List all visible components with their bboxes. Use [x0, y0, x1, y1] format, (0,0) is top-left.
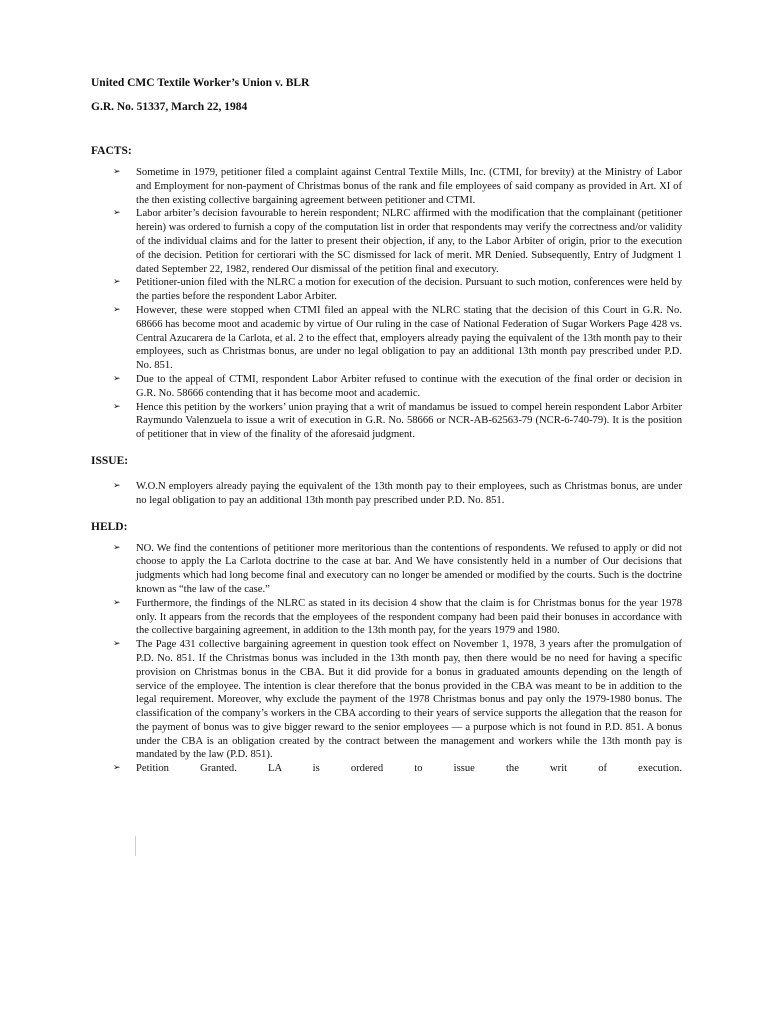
- arrow-bullet-icon: ➢: [113, 763, 121, 774]
- arrow-bullet-icon: ➢: [113, 277, 121, 288]
- case-title: United CMC Textile Worker’s Union v. BLR: [91, 77, 310, 89]
- list-item: ➢ Petition Granted. LA is ordered to issue the writ of execution.: [113, 763, 682, 775]
- list-item: ➢ Furthermore, the findings of the NLRC as stated in its decision 4 show that the claim is for Christmas bonus for the year 1978 only. It appears from the records that the employees of the respondent company had been paid their bonuses in accordance with the collective bargaining agreement, in addition to the 13th month pay, for the years 1979 and 1980.: [113, 597, 682, 637]
- arrow-bullet-icon: ➢: [113, 304, 121, 315]
- facts-list: [91, 166, 682, 442]
- held-list: [91, 542, 682, 777]
- list-item: ➢ Sometime in 1979, petitioner filed a complaint against Central Textile Mills, Inc. (CTMI, for brevity) at the Ministry of Labor and Employment for non-payment of Christmas bonus of the rank and file employees of said company as provided in Art. XI of the then existing collective bargaining agreement between petitioner and CTMI.: [113, 167, 682, 206]
- list-item: ➢ NO. We find the contentions of petitioner more meritorious than the contentions of respondents. We refused to apply or did not choose to apply the La Carlota doctrine to the case at bar. And We have consistently held in a number of Our decisions that judgments which had long become final and executory can no longer be amended or modified by the courts. Such is the doctrine known as “the law of the case.”: [113, 542, 682, 595]
- issue-list: [91, 480, 682, 508]
- arrow-bullet-icon: ➢: [113, 480, 121, 491]
- list-item: ➢ Hence this petition by the workers’ union praying that a writ of mandamus be issued to compel herein respondent Labor Arbiter Raymundo Valenzuela to issue a writ of execution in G.R. No. 58666 or NCR-AB-62563-79 (NCR-6-740-79). It is the position of petitioner that in view of the finality of the aforesaid judgment.: [113, 401, 682, 441]
- margin-mark: [135, 836, 136, 856]
- arrow-bullet-icon: ➢: [113, 208, 121, 219]
- issue-heading: ISSUE:: [91, 454, 129, 467]
- arrow-bullet-icon: ➢: [113, 401, 121, 412]
- arrow-bullet-icon: ➢: [113, 597, 121, 608]
- list-item: ➢ Petitioner-union filed with the NLRC a motion for execution of the decision. Pursuant to such motion, conferences were held by the parties before the respondent Labor Arbiter.: [113, 277, 682, 303]
- list-item: ➢ However, these were stopped when CTMI filed an appeal with the NLRC stating that the decision of this Court in G.R. No. 68666 has become moot and academic by virtue of Our ruling in the case of National Federation of Sugar Workers Page 428 vs. Central Azucarera de la Carlota, et al. 2 to the effect that, employers already paying the equivalent of the 13th month pay to their employees, such as Christmas bonus, are under no legal obligation to pay an additional 13th month pay prescribed under P.D. No. 851.: [113, 304, 682, 372]
- held-heading: HELD:: [91, 520, 128, 533]
- list-item: ➢ W.O.N employers already paying the equivalent of the 13th month pay to their employees, such as Christmas bonus, are under no legal obligation to pay an additional 13th month pay prescribed under P.D. No. 851.: [113, 480, 682, 506]
- arrow-bullet-icon: ➢: [113, 167, 121, 177]
- list-item: ➢ Labor arbiter’s decision favourable to herein respondent; NLRC affirmed with the modification that the complainant (petitioner herein) was ordered to furnish a copy of the computation list in order that respondents may verify the correctness and/or validity of the individual claims and for the latter to present their objection, if any, to the Labor Arbiter of origin, prior to the execution of the decision. Petition for certiorari with the SC dismissed for lack of merit. MR Denied. Subsequently, Entry of Judgment 1 dated September 22, 1982, rendered Our dismissal of the petition final and executory.: [113, 208, 682, 275]
- list-item: ➢ Due to the appeal of CTMI, respondent Labor Arbiter refused to continue with the execution of the final order or decision in G.R. No. 58666 contending that it has become moot and academic.: [113, 373, 682, 399]
- list-item: ➢ The Page 431 collective bargaining agreement in question took effect on November 1, 1978, 3 years after the promulgation of P.D. No. 851. If the Christmas bonus was included in the 13th month pay, then there would be no need for having a specific provision on Christmas bonus in the CBA. But it did provide for a bonus in graduated amounts depending on the length of service of the employee. The intention is clear therefore that the bonus provided in the CBA was meant to be in addition to the legal requirement. Moreover, why exclude the payment of the 1978 Christmas bonus and pay only the 1979-1980 bonus. The classification of the company’s workers in the CBA according to their years of service supports the allegation that the reason for the payment of bonus was to give bigger reward to the senior employees — a purpose which is not found in P.D. 851. A bonus under the CBA is an obligation created by the contract between the management and workers while the 13th month pay is mandated by the law (P.D. 851).: [113, 639, 682, 761]
- facts-heading: FACTS:: [91, 145, 132, 157]
- case-citation: G.R. No. 51337, March 22, 1984: [91, 101, 248, 113]
- arrow-bullet-icon: ➢: [113, 639, 121, 650]
- arrow-bullet-icon: ➢: [113, 542, 121, 553]
- arrow-bullet-icon: ➢: [113, 373, 121, 384]
